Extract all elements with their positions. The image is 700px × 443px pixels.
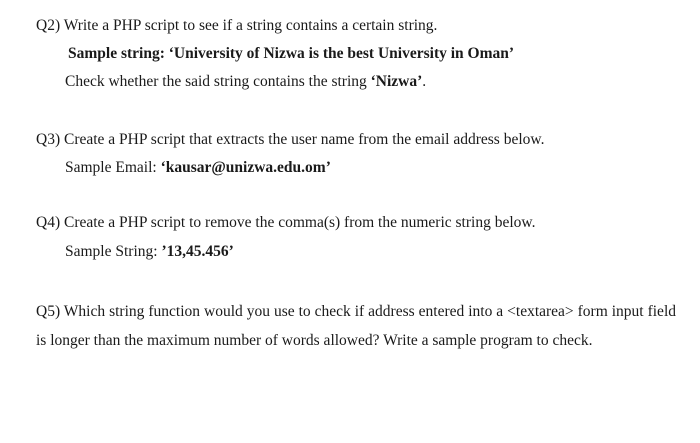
q4-title: Q4) Create a PHP script to remove the comma(s) from the numeric string below. — [36, 214, 536, 231]
q2-sample-value: ‘University of Nizwa is the best University in Oman’ — [168, 45, 515, 62]
q4-sample-label: Sample String: — [65, 243, 162, 260]
q3-sample-value: ‘kausar@unizwa.edu.om’ — [160, 159, 331, 176]
q2-check-line — [65, 72, 426, 92]
q3-title: Q3) Create a PHP script that extracts the user name from the email address below. — [36, 131, 545, 148]
q2-check-prefix: Check whether the said string contains the string — [65, 73, 371, 90]
q2-sample-string — [68, 44, 514, 64]
q5-paragraph: Q5) Which string function would you use to check if address entered into a <textarea> form input field is longer than the maximum number of words allowed? Write a sample program to check. — [36, 303, 676, 349]
q2-check-suffix: . — [422, 73, 427, 90]
q2-title: Q2) Write a PHP script to see if a string contains a certain string. — [36, 17, 438, 34]
q4-sample-value: ’13,45.456’ — [161, 243, 234, 260]
q2-sample-label: Sample string: — [68, 45, 169, 62]
q2-check-value: ‘Nizwa’ — [370, 73, 423, 90]
q4-sample-string — [65, 242, 234, 262]
q3-sample-email — [65, 158, 331, 178]
q3-sample-label: Sample Email: — [65, 159, 161, 176]
